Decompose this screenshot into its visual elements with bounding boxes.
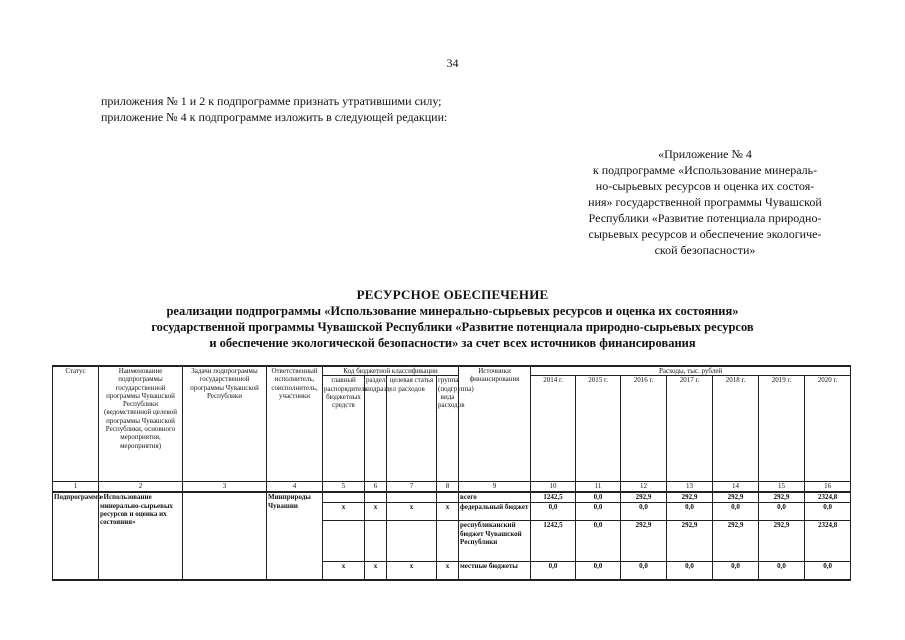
header-year: 2018 г.	[713, 376, 759, 482]
appendix-line: сырьевых ресурсов и обеспечение экологиче-	[588, 227, 822, 241]
header-executor: Ответственный исполнитель, соисполнитель, участники	[267, 366, 323, 482]
page-number: 34	[446, 56, 459, 70]
column-number: 10	[531, 482, 576, 493]
cell-source: федеральный бюджет	[459, 503, 531, 521]
cell-value: 292,9	[667, 521, 713, 562]
cell-group: x	[437, 562, 459, 581]
appendix-line: «Приложение № 4	[658, 147, 752, 161]
header-status: Статус	[53, 366, 99, 482]
appendix-note	[540, 146, 870, 258]
appendix-line: ния» государственной программы Чувашской	[588, 195, 822, 209]
cell-target	[387, 492, 437, 503]
cell-value: 0,0	[531, 503, 576, 521]
header-row	[53, 366, 851, 376]
cell-value: 0,0	[805, 562, 851, 581]
column-number: 13	[667, 482, 713, 493]
cell-value: 0,0	[759, 503, 805, 521]
header-group: группа (подгруппа) вида расходов	[437, 376, 459, 482]
cell-value: 292,9	[759, 521, 805, 562]
cell-value: 0,0	[805, 503, 851, 521]
cell-grbs	[323, 492, 365, 503]
cell-source: местные бюджеты	[459, 562, 531, 581]
cell-value: 1242,5	[531, 521, 576, 562]
appendix-line: но-сырьевых ресурсов и оценка их состоя-	[595, 179, 815, 193]
cell-value: 292,9	[713, 492, 759, 503]
cell-grbs: x	[323, 503, 365, 521]
column-number: 6	[365, 482, 387, 493]
appendix-line: к подпрограмме «Использование минераль-	[592, 163, 818, 177]
cell-value: 292,9	[621, 492, 667, 503]
header-year: 2020 г.	[805, 376, 851, 482]
header-year: 2014 г.	[531, 376, 576, 482]
column-number: 8	[437, 482, 459, 493]
column-number: 2	[99, 482, 183, 493]
cell-value: 0,0	[667, 503, 713, 521]
column-number: 11	[576, 482, 621, 493]
cell-value: 0,0	[667, 562, 713, 581]
header-year: 2017 г.	[667, 376, 713, 482]
column-number: 5	[323, 482, 365, 493]
cell-source: республиканский бюджет Чувашской Республики	[459, 521, 531, 562]
cell-section: x	[365, 562, 387, 581]
cell-grbs	[323, 521, 365, 562]
header-tasks: Задачи подпрограммы государственной программы Чувашской Республики	[183, 366, 267, 482]
heading-line: и обеспечение экологической безопасности» за счет всех источников финансирования	[209, 336, 696, 350]
cell-value: 0,0	[531, 562, 576, 581]
row-status: Подпрограмма	[53, 492, 99, 580]
cell-target: x	[387, 503, 437, 521]
heading-title: РЕСУРСНОЕ ОБЕСПЕЧЕНИЕ	[356, 287, 549, 302]
cell-value: 0,0	[576, 503, 621, 521]
row-tasks	[183, 492, 267, 580]
column-number: 7	[387, 482, 437, 493]
header-year: 2016 г.	[621, 376, 667, 482]
cell-group: x	[437, 503, 459, 521]
header-grbs: главный распорядитель бюджетных средств	[323, 376, 365, 482]
cell-section	[365, 521, 387, 562]
cell-target	[387, 521, 437, 562]
header-name: Наименование подпрограммы государственной программы Чувашской Республики (ведомственной целевой программы Чувашской Республики, основного мероприятия, мероприятия)	[99, 366, 183, 482]
cell-value: 0,0	[621, 503, 667, 521]
column-number: 1	[53, 482, 99, 493]
cell-section	[365, 492, 387, 503]
header-sources: Источники финансирования	[459, 366, 531, 482]
column-number: 14	[713, 482, 759, 493]
cell-value: 2324,8	[805, 492, 851, 503]
cell-value: 292,9	[713, 521, 759, 562]
header-budget-code: Код бюджетной классификации	[323, 366, 459, 376]
header-target: целевая статья расходов	[387, 376, 437, 482]
cell-group	[437, 492, 459, 503]
cell-value: 0,0	[576, 492, 621, 503]
cell-value: 292,9	[621, 521, 667, 562]
cell-group	[437, 521, 459, 562]
row-program-name: «Использование минерально-сырьевых ресурсов и оценка их состояния»	[99, 492, 183, 580]
cell-value: 0,0	[759, 562, 805, 581]
heading-line: государственной программы Чувашской Республики «Развитие потенциала природно-сырьевых ресурсов	[151, 320, 754, 334]
cell-value: 0,0	[713, 562, 759, 581]
header-year: 2019 г.	[759, 376, 805, 482]
heading-line: реализации подпрограммы «Использование минерально-сырьевых ресурсов и оценка их состояния»	[166, 304, 739, 318]
column-number: 15	[759, 482, 805, 493]
cell-value: 292,9	[759, 492, 805, 503]
column-number: 4	[267, 482, 323, 493]
header-year: 2015 г.	[576, 376, 621, 482]
cell-value: 0,0	[576, 521, 621, 562]
cell-value: 0,0	[576, 562, 621, 581]
intro-line: приложения № 1 и 2 к подпрограмме признать утратившими силу;	[101, 94, 442, 108]
cell-target: x	[387, 562, 437, 581]
column-number: 16	[805, 482, 851, 493]
cell-grbs: x	[323, 562, 365, 581]
cell-value: 292,9	[667, 492, 713, 503]
cell-value: 0,0	[621, 562, 667, 581]
column-number-row	[53, 482, 851, 493]
document-heading	[0, 287, 905, 351]
column-number: 9	[459, 482, 531, 493]
intro-text	[101, 93, 447, 125]
appendix-line: ской безопасности»	[654, 243, 756, 257]
cell-value: 2324,8	[805, 521, 851, 562]
table-row	[53, 492, 851, 503]
cell-section: x	[365, 503, 387, 521]
cell-value: 0,0	[713, 503, 759, 521]
header-section: раздел, подраздел	[365, 376, 387, 482]
column-number: 12	[621, 482, 667, 493]
header-expenses: Расходы, тыс. рублей	[531, 366, 851, 376]
row-executor: Минприроды Чувашии	[267, 492, 323, 580]
column-number: 3	[183, 482, 267, 493]
cell-value: 1242,5	[531, 492, 576, 503]
intro-line: приложение № 4 к подпрограмме изложить в следующей редакции:	[101, 110, 448, 124]
resource-table	[52, 365, 851, 581]
cell-source: всего	[459, 492, 531, 503]
appendix-line: Республики «Развитие потенциала природно-	[588, 211, 822, 225]
